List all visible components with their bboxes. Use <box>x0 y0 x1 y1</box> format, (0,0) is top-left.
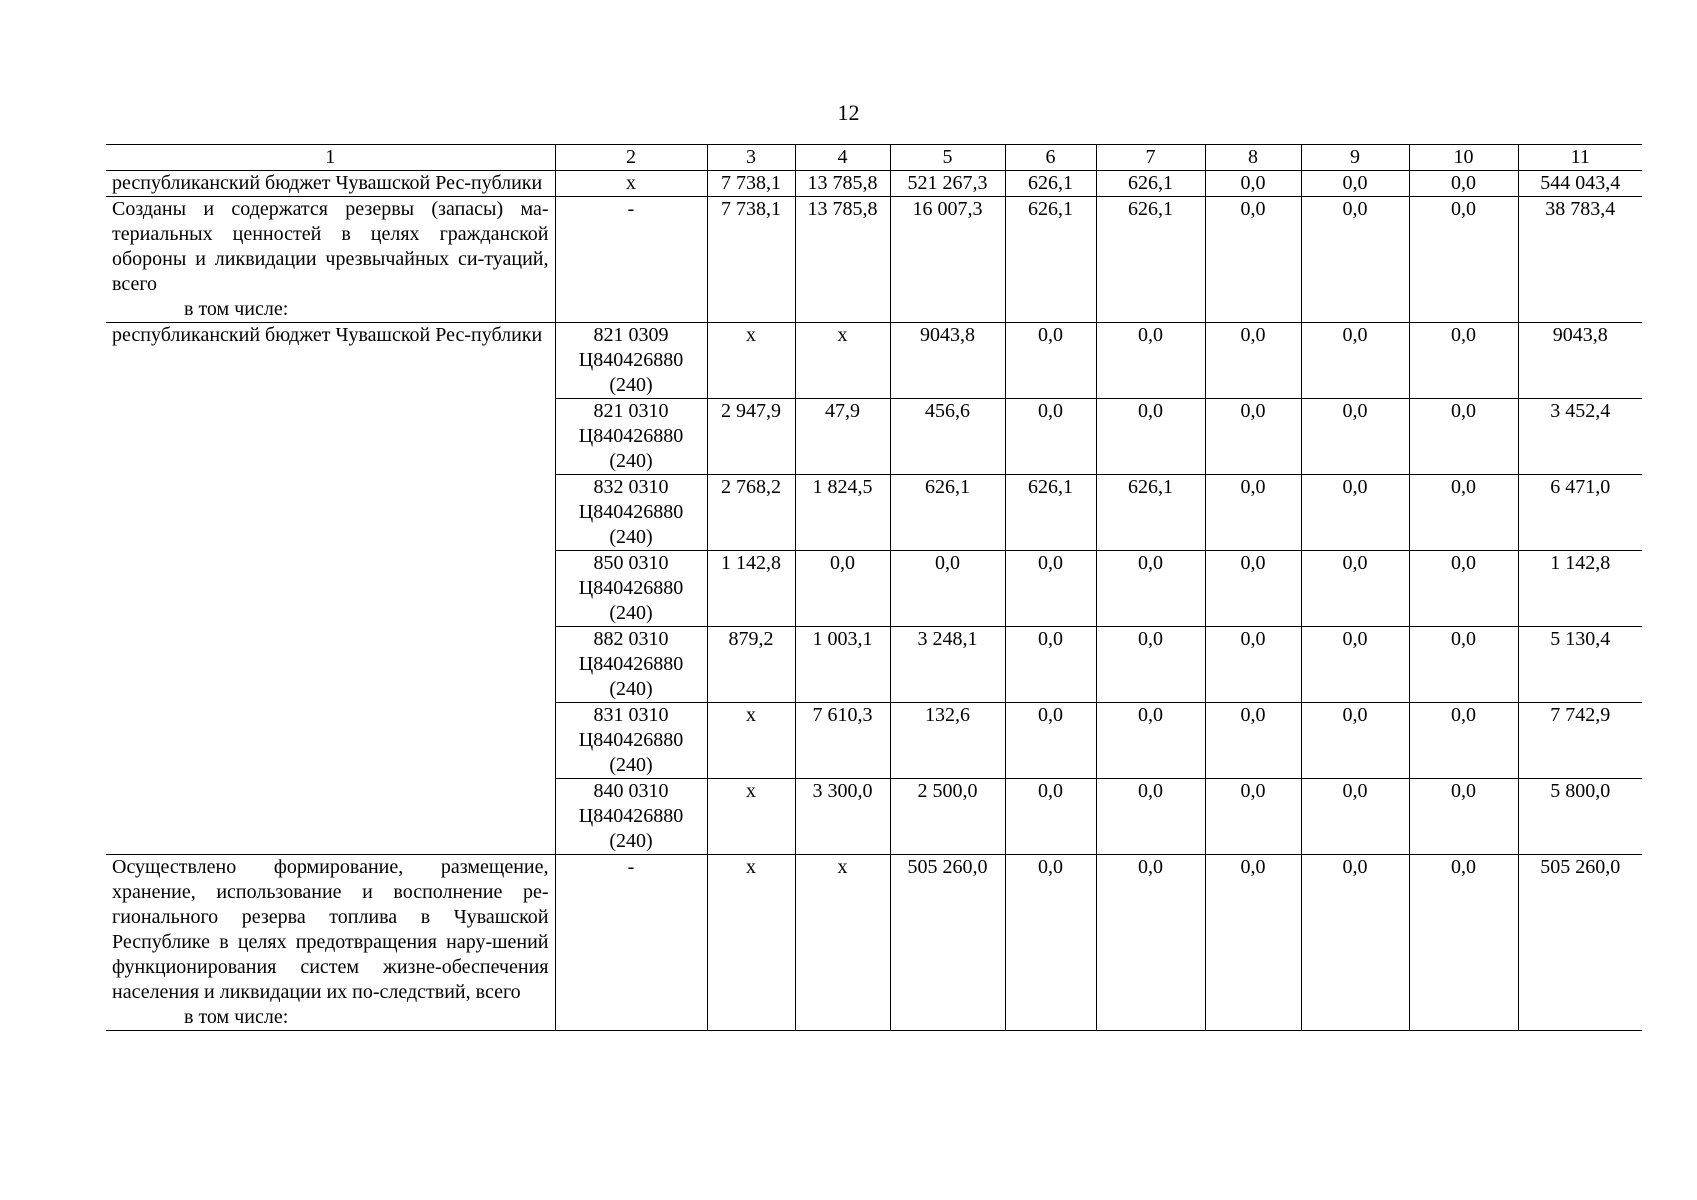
value-cell: 0,0 <box>1205 779 1301 855</box>
value-cell: 9043,8 <box>1518 323 1642 399</box>
value-cell: 505 260,0 <box>890 855 1005 1031</box>
budget-code-line: 821 0309 <box>593 324 669 346</box>
value-cell: 2 500,0 <box>890 779 1005 855</box>
value-cell: 0,0 <box>1301 399 1409 475</box>
budget-code <box>555 475 707 551</box>
value-cell: 7 742,9 <box>1518 703 1642 779</box>
value-cell: 0,0 <box>1409 475 1518 551</box>
value-cell: х <box>707 323 795 399</box>
value-cell: 13 785,8 <box>795 171 890 197</box>
value-cell: 544 043,4 <box>1518 171 1642 197</box>
value-cell: 2 947,9 <box>707 399 795 475</box>
table-row <box>106 197 1642 323</box>
budget-code-line: Ц840426880 <box>578 349 684 371</box>
value-cell: 626,1 <box>1005 475 1096 551</box>
table-row <box>106 855 1642 1031</box>
budget-code <box>555 197 707 323</box>
value-cell: 879,2 <box>707 627 795 703</box>
budget-code <box>555 323 707 399</box>
value-cell: 3 452,4 <box>1518 399 1642 475</box>
budget-code-line: (240) <box>609 830 653 852</box>
description-subtext: в том числе: <box>184 1006 289 1028</box>
value-cell: 626,1 <box>1096 475 1205 551</box>
budget-code <box>555 703 707 779</box>
value-cell: 0,0 <box>1409 171 1518 197</box>
budget-code-line: (240) <box>609 526 653 548</box>
value-cell: 7 610,3 <box>795 703 890 779</box>
value-cell: 0,0 <box>1205 475 1301 551</box>
header-cell: 11 <box>1518 145 1642 171</box>
value-cell: 0,0 <box>1096 779 1205 855</box>
value-cell: 0,0 <box>1096 323 1205 399</box>
value-cell: 626,1 <box>890 475 1005 551</box>
header-cell: 9 <box>1301 145 1409 171</box>
value-cell: 0,0 <box>1205 323 1301 399</box>
value-cell: 0,0 <box>1205 703 1301 779</box>
value-cell: 0,0 <box>1301 779 1409 855</box>
budget-code-line: х <box>626 172 636 194</box>
budget-code-line: Ц840426880 <box>578 805 684 827</box>
value-cell: 3 300,0 <box>795 779 890 855</box>
budget-code-line: 821 0310 <box>593 400 669 422</box>
row-description <box>106 171 555 197</box>
budget-code <box>555 399 707 475</box>
budget-code-line: Ц840426880 <box>578 653 684 675</box>
budget-code-line: 831 0310 <box>593 704 669 726</box>
header-cell: 5 <box>890 145 1005 171</box>
header-cell: 6 <box>1005 145 1096 171</box>
value-cell: 0,0 <box>1409 551 1518 627</box>
value-cell: 2 768,2 <box>707 475 795 551</box>
value-cell: х <box>707 855 795 1031</box>
row-description <box>106 197 555 323</box>
value-cell: х <box>707 779 795 855</box>
budget-code <box>555 551 707 627</box>
budget-code-line: - <box>627 198 635 220</box>
value-cell: 0,0 <box>1096 627 1205 703</box>
value-cell: 1 824,5 <box>795 475 890 551</box>
value-cell: 626,1 <box>1096 197 1205 323</box>
value-cell: 7 738,1 <box>707 197 795 323</box>
value-cell: 505 260,0 <box>1518 855 1642 1031</box>
value-cell: 521 267,3 <box>890 171 1005 197</box>
value-cell: 5 130,4 <box>1518 627 1642 703</box>
value-cell: 0,0 <box>1205 171 1301 197</box>
value-cell: 0,0 <box>1301 197 1409 323</box>
value-cell: 0,0 <box>1301 323 1409 399</box>
value-cell: 1 003,1 <box>795 627 890 703</box>
header-cell: 8 <box>1205 145 1301 171</box>
description-subtext: в том числе: <box>184 298 289 320</box>
budget-code-line: 840 0310 <box>593 780 669 802</box>
value-cell: 0,0 <box>1409 197 1518 323</box>
budget-code-line: (240) <box>609 754 653 776</box>
value-cell: 38 783,4 <box>1518 197 1642 323</box>
value-cell: 0,0 <box>1409 627 1518 703</box>
value-cell: 0,0 <box>1005 551 1096 627</box>
value-cell: 0,0 <box>795 551 890 627</box>
value-cell: х <box>795 323 890 399</box>
value-cell: 0,0 <box>1096 399 1205 475</box>
value-cell: 6 471,0 <box>1518 475 1642 551</box>
row-description <box>106 323 555 855</box>
budget-code <box>555 627 707 703</box>
table-row <box>106 171 1642 197</box>
value-cell: 0,0 <box>1005 779 1096 855</box>
value-cell: 0,0 <box>1409 323 1518 399</box>
value-cell: 0,0 <box>1205 197 1301 323</box>
budget-code-line: (240) <box>609 602 653 624</box>
budget-code-line: - <box>627 856 635 878</box>
value-cell: 0,0 <box>1409 399 1518 475</box>
value-cell: 626,1 <box>1096 171 1205 197</box>
value-cell: 0,0 <box>1096 551 1205 627</box>
value-cell: 626,1 <box>1005 171 1096 197</box>
table-body <box>106 145 1642 1031</box>
value-cell: 0,0 <box>1205 627 1301 703</box>
value-cell: 9043,8 <box>890 323 1005 399</box>
budget-code-line: 882 0310 <box>593 628 669 650</box>
header-row <box>106 145 1642 171</box>
value-cell: 0,0 <box>1301 551 1409 627</box>
value-cell: 0,0 <box>1205 399 1301 475</box>
value-cell: 0,0 <box>1301 703 1409 779</box>
value-cell: 0,0 <box>1005 323 1096 399</box>
value-cell: 626,1 <box>1005 197 1096 323</box>
value-cell: 47,9 <box>795 399 890 475</box>
header-cell: 3 <box>707 145 795 171</box>
value-cell: 132,6 <box>890 703 1005 779</box>
value-cell: х <box>795 855 890 1031</box>
table-row <box>106 323 1642 399</box>
description-text: республиканский бюджет Чувашской Рес-публики <box>112 324 543 346</box>
value-cell: 0,0 <box>1005 399 1096 475</box>
value-cell: 13 785,8 <box>795 197 890 323</box>
row-description <box>106 855 555 1031</box>
header-cell: 7 <box>1096 145 1205 171</box>
value-cell: 0,0 <box>1005 703 1096 779</box>
value-cell: 0,0 <box>1205 551 1301 627</box>
budget-code-line: Ц840426880 <box>578 501 684 523</box>
value-cell: 0,0 <box>1409 855 1518 1031</box>
budget-code-line: 832 0310 <box>593 476 669 498</box>
value-cell: 0,0 <box>1005 627 1096 703</box>
value-cell: 0,0 <box>1409 703 1518 779</box>
value-cell: х <box>707 703 795 779</box>
budget-code-line: (240) <box>609 374 653 396</box>
value-cell: 1 142,8 <box>1518 551 1642 627</box>
value-cell: 0,0 <box>1005 855 1096 1031</box>
value-cell: 0,0 <box>1301 475 1409 551</box>
value-cell: 0,0 <box>1096 703 1205 779</box>
budget-code-line: (240) <box>609 678 653 700</box>
description-text: Осуществлено формирование, размещение, хранение, использование и восполнение ре-гионального резерва топлива в Чувашской Республике в целях предотвращения нару-шений функционирования систем жизне-обеспечения населения и ликвидации их по-следствий, всего <box>112 856 549 1003</box>
budget-table <box>106 144 1642 1031</box>
page-number: 12 <box>837 100 860 125</box>
value-cell: 0,0 <box>1301 855 1409 1031</box>
budget-code-line: Ц840426880 <box>578 577 684 599</box>
description-text: Созданы и содержатся резервы (запасы) ма-териальных ценностей в целях гражданской обороны и ликвидации чрезвычайных си-туаций, всего <box>112 198 549 295</box>
value-cell: 5 800,0 <box>1518 779 1642 855</box>
budget-code-line: (240) <box>609 450 653 472</box>
budget-code-line: 850 0310 <box>593 552 669 574</box>
value-cell: 0,0 <box>890 551 1005 627</box>
value-cell: 7 738,1 <box>707 171 795 197</box>
header-cell: 1 <box>106 145 555 171</box>
value-cell: 3 248,1 <box>890 627 1005 703</box>
budget-code-line: Ц840426880 <box>578 425 684 447</box>
value-cell: 0,0 <box>1205 855 1301 1031</box>
budget-code <box>555 855 707 1031</box>
budget-code <box>555 779 707 855</box>
value-cell: 456,6 <box>890 399 1005 475</box>
value-cell: 0,0 <box>1301 627 1409 703</box>
header-cell: 10 <box>1409 145 1518 171</box>
value-cell: 0,0 <box>1409 779 1518 855</box>
value-cell: 16 007,3 <box>890 197 1005 323</box>
description-text: республиканский бюджет Чувашской Рес-публики <box>112 172 543 194</box>
header-cell: 4 <box>795 145 890 171</box>
value-cell: 0,0 <box>1096 855 1205 1031</box>
header-cell: 2 <box>555 145 707 171</box>
value-cell: 1 142,8 <box>707 551 795 627</box>
budget-code <box>555 171 707 197</box>
value-cell: 0,0 <box>1301 171 1409 197</box>
budget-code-line: Ц840426880 <box>578 729 684 751</box>
